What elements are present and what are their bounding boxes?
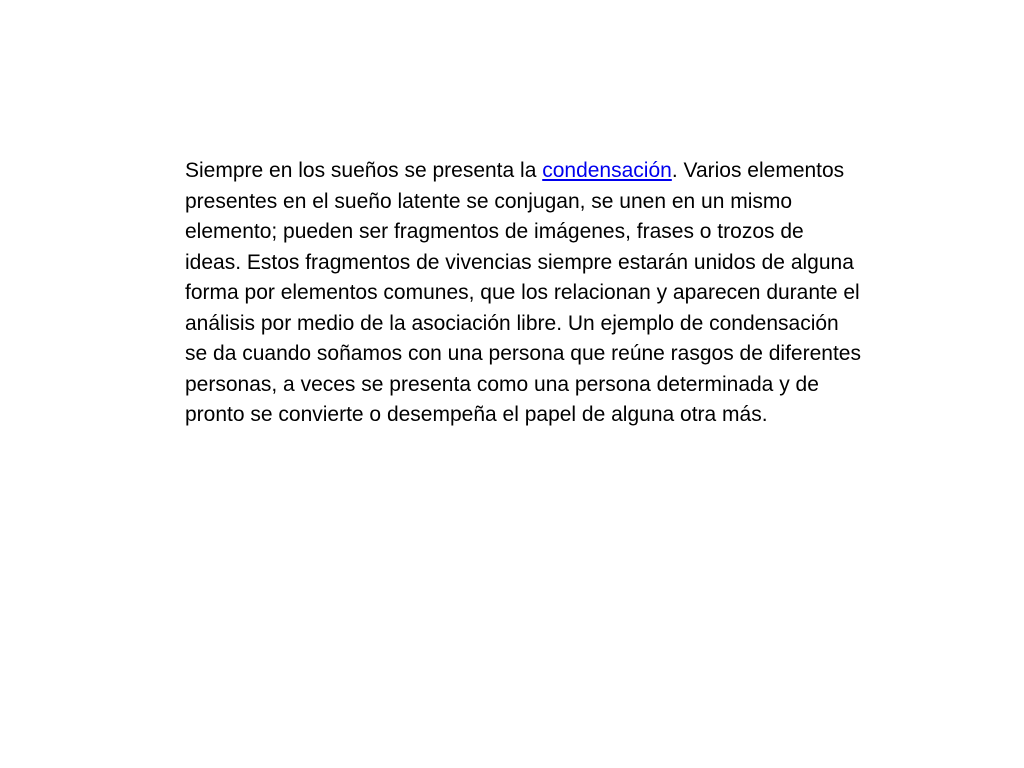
paragraph-text-start: Siempre en los sueños se presenta la xyxy=(185,159,543,182)
body-paragraph xyxy=(185,156,865,431)
condensacion-link[interactable]: condensación xyxy=(542,159,672,182)
paragraph-text-end: . Varios elementos presentes en el sueño latente se conjugan, se unen en un mismo elemento; pueden ser fragmentos de imágenes, frases o trozos de ideas. Estos fragmentos de vivencias siempre estarán unidos de alguna forma por elementos comunes, que los relacionan y aparecen durante el análisis por medio de la asociación libre. Un ejemplo de condensación se da cuando soñamos con una persona que reúne rasgos de diferentes personas, a veces se presenta como una persona determinada y de pronto se convierte o desempeña el papel de alguna otra más. xyxy=(185,159,861,426)
